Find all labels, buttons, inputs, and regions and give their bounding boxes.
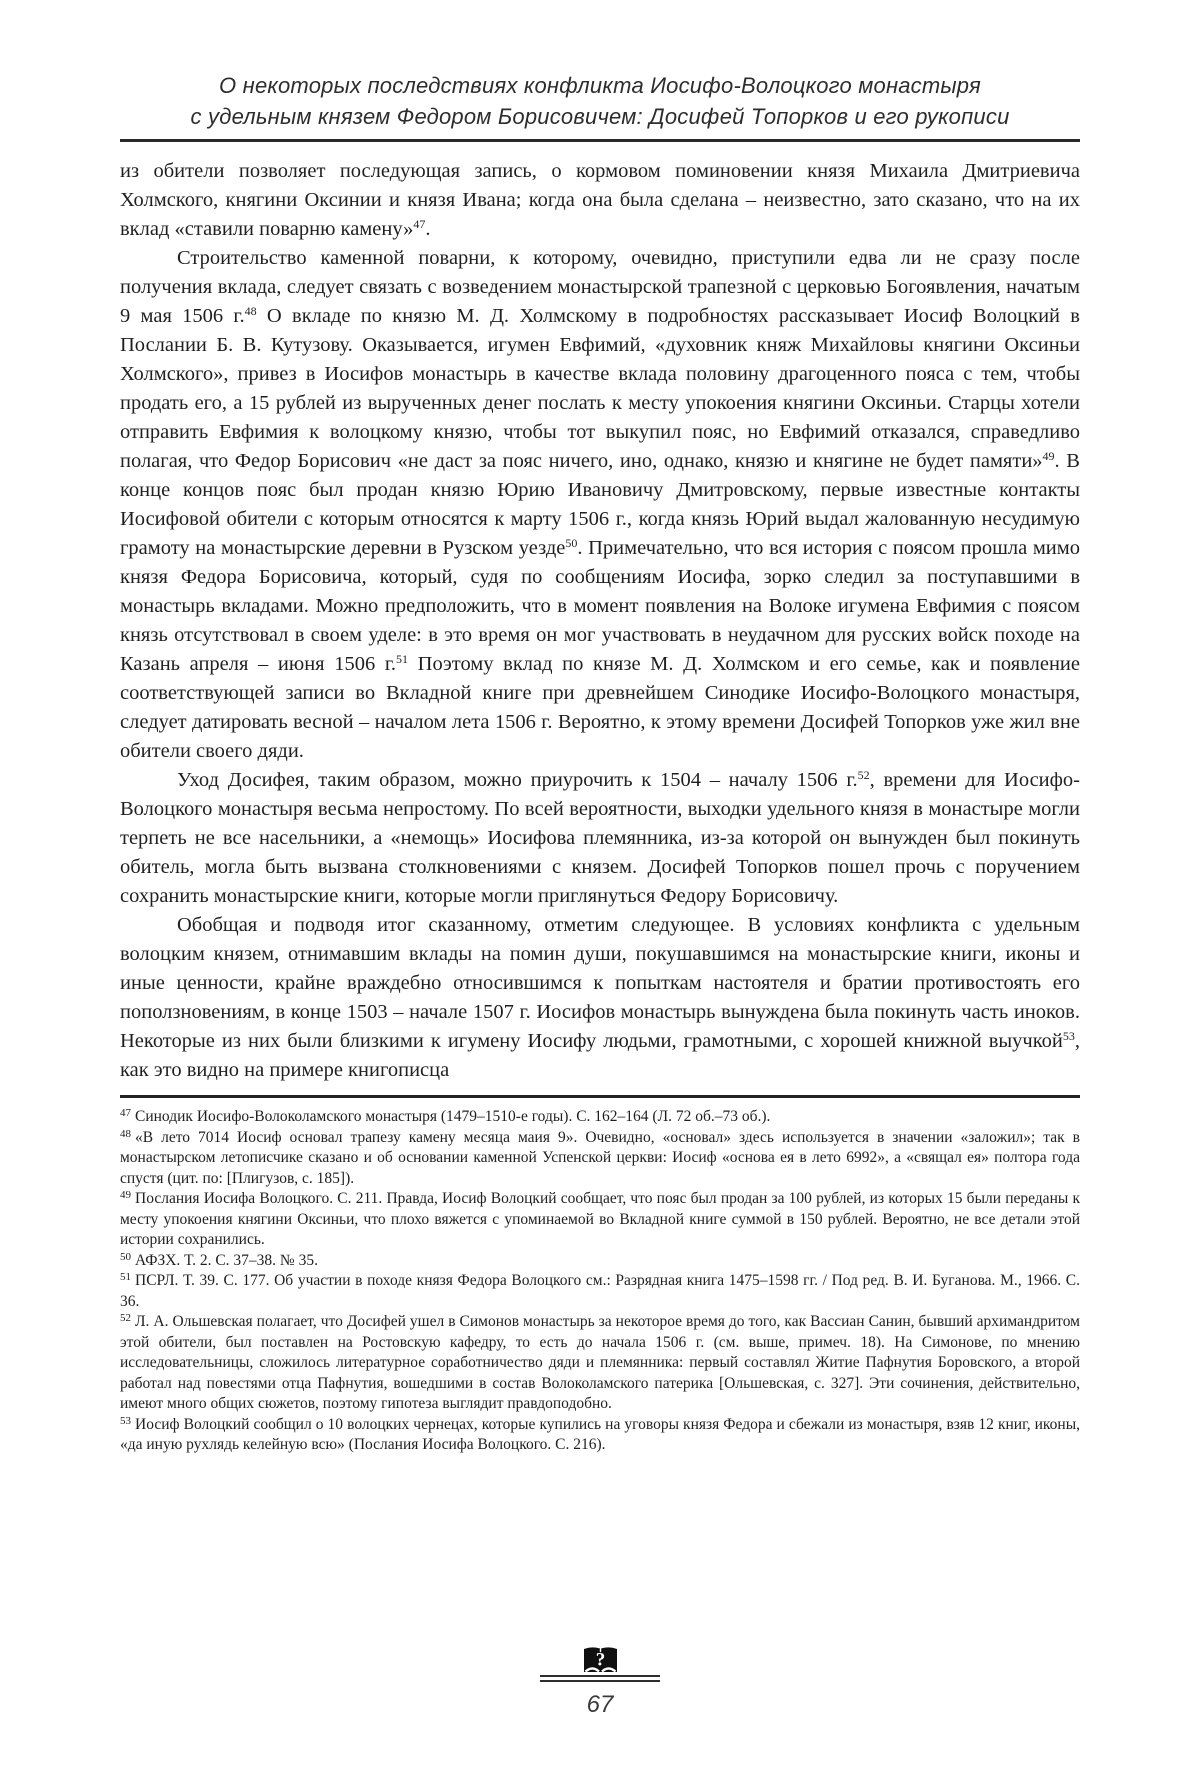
footnotes-separator bbox=[120, 1095, 1080, 1098]
footnote-number: 52 bbox=[120, 1312, 131, 1324]
open-book-question-icon bbox=[582, 1645, 619, 1675]
footnote: $^{48}$ «В лето 7014 Иосиф основал трапезу камену месяца маия 9». Очевидно, «основал» здесь используется в значении «заложил»; так в монастырском летописчике сказано и об основании каменной Успенской церкви: Иосиф «основа ея в лето 6992», а «свящал ея» полтора года спустя (цит. по: [Плигузов, с. 185]). bbox=[120, 1127, 1080, 1187]
footnote-ref: 53 bbox=[1062, 1029, 1075, 1043]
footnote: $^{47}$ Синодик Иосифо-Волоколамского монастыря (1479–1510-е годы). С. 162–164 (Л. 72 об.–73 об.). bbox=[120, 1107, 771, 1125]
footnote-number: 49 bbox=[120, 1189, 131, 1201]
footnote-ref: 48 bbox=[244, 304, 257, 318]
article-title-line1: О некоторых последствиях конфликта Иосифо-Волоцкого монастыря bbox=[219, 73, 981, 98]
footnote: $^{50}$ АФЗХ. Т. 2. С. 37–38. № 35. bbox=[120, 1250, 318, 1269]
body-paragraph: из обители позволяет последующая запись, о кормовом поминовении князя Михаила Дмитриевича Холмского, княгини Оксинии и князя Ивана; когда она была сделана – неизвестно, зато сказано, что на их вклад «ставили поварню камену»$^{47}$. bbox=[120, 160, 1080, 240]
header-rule bbox=[120, 139, 1080, 142]
running-head bbox=[120, 70, 1080, 132]
footnote-ref: 52 bbox=[857, 768, 870, 782]
document-page bbox=[0, 70, 1200, 1767]
footnote-number: 48 bbox=[120, 1127, 131, 1140]
footnote: $^{52}$ Л. А. Ольшевская полагает, что Досифей ушел в Симонов монастырь за некоторое время до того, как Вассиан Санин, бывший архимандритом этой обители, был поставлен на Ростовскую кафедру, то есть до начала 1506 г. (см. выше, примеч. 18). На Симонове, по мнению исследовательницы, сложилось литературное соработничество дяди и племянника: первый составлял Житие Пафнутия Боровского, а второй работал над повестями отца Пафнутия, вошедшими в состав Волоколамского патерика [Ольшевская, с. 327]. Эти сочинения, действительно, имеют много общих сюжетов, поэтому гипотеза выглядит правдоподобно. bbox=[120, 1312, 1080, 1412]
footnote-number: 51 bbox=[120, 1271, 131, 1283]
footnote-number: 50 bbox=[120, 1250, 131, 1263]
page-footer bbox=[0, 1645, 1200, 1719]
footnote-ref: 49 bbox=[1042, 449, 1055, 463]
body-paragraph: Уход Досифея, таким образом, можно приурочить к 1504 – началу 1506 г.$^{52}$, времени для Иосифо-Волоцкого монастыря весьма непростому. По всей вероятности, выходки удельного князя в монастыре могли терпеть не все насельники, а «немощь» Иосифова племянника, из-за которой он вынужден был покинуть обитель, могла быть вызвана столкновениями с князем. Досифей Топорков пошел прочь с поручением сохранить монастырские книги, которые могли приглянуться Федору Борисовичу. bbox=[120, 768, 1081, 907]
ornament-glyph: ? bbox=[595, 1649, 605, 1671]
footnote-ref: 50 bbox=[565, 536, 578, 550]
footnote-number: 47 bbox=[120, 1107, 131, 1119]
page-number: 67 bbox=[586, 1691, 614, 1718]
footnote: $^{53}$ Иосиф Волоцкий сообщил о 10 волоцких чернецах, которые купились на уговоры князя Федора и сбежали из монастыря, взяв 12 книг, иконы, «да иную рухлядь келейную всю» (Послания Иосифа Волоцкого. С. 216). bbox=[120, 1414, 1080, 1453]
body-paragraph: Обобщая и подводя итог сказанному, отметим следующее. В условиях конфликта с удельным волоцким князем, отнимавшим вклады на помин души, покушавшимся на монастырские книги, иконы и иные ценности, крайне враждебно относившимся к попыткам настоятеля и братии противостоять его поползновениям, в конце 1503 – начале 1507 г. Иосифов монастырь вынуждена была покинуть часть иноков. Некоторые из них были близкими к игумену Иосифу людьми, грамотными, с хорошей книжной выучкой$^{53}$, как это видно на примере книгописца bbox=[120, 914, 1080, 1081]
footnote-ref: 51 bbox=[396, 652, 409, 666]
footnote-number: 53 bbox=[120, 1414, 131, 1427]
body-text bbox=[120, 157, 1080, 1085]
article-title-line2: с удельным князем Федором Борисовичем: Досифей Топорков и его рукописи bbox=[190, 104, 1010, 129]
footnote: $^{49}$ Послания Иосифа Волоцкого. С. 211. Правда, Иосиф Волоцкий сообщает, что пояс был продан за 100 рублей, из которых 15 были переданы к месту упокоения княгини Оксиньи, что плохо вяжется с упоминаемой во Вкладной книге суммой в 150 рублей. Вероятно, не все детали этой истории сохранились. bbox=[120, 1189, 1080, 1248]
footnote-ref: 47 bbox=[413, 217, 426, 231]
footnotes-list bbox=[120, 1107, 1080, 1456]
footnote: $^{51}$ ПСРЛ. Т. 39. С. 177. Об участии в походе князя Федора Волоцкого см.: Разрядная книга 1475–1598 гг. / Под ред. В. И. Буганова. М., 1966. С. 36. bbox=[120, 1271, 1080, 1310]
footer-rule bbox=[540, 1675, 660, 1682]
body-paragraph: Строительство каменной поварни, к которому, очевидно, приступили едва ли не сразу после получения вклада, следует связать с возведением монастырской трапезной с церковью Богоявления, начатым 9 мая 1506 г.$^{48}$ О вкладе по князю М. Д. Холмскому в подробностях рассказывает Иосиф Волоцкий в Послании Б. В. Кутузову. Оказывается, игумен Евфимий, «духовник княж Михайловы княгини Оксиньи Холмского», привез в Иосифов монастырь в качестве вклада половину драгоценного пояса с тем, чтобы продать его, а 15 рублей из вырученных денег послать к месту упокоения княгини Оксиньи. Старцы хотели отправить Евфимия к волоцкому князю, чтобы тот выкупил пояс, но Евфимий отказался, справедливо полагая, что Федор Борисович «не даст за пояс ничего, ино, однако, князю и княгине не будет памяти»$^{49}$. В конце концов пояс был продан князю Юрию Ивановичу Дмитровскому, первые известные контакты Иосифовой обители с которым относятся к марту 1506 г., когда князь Юрий выдал жалованную несудимую грамоту на монастырские деревни в Рузском уезде$^{50}$. Примечательно, что вся история с поясом прошла мимо князя Федора Борисовича, который, судя по сообщениям Иосифа, зорко следил за поступавшими в монастырь вкладами. Можно предположить, что в момент появления на Волоке игумена Евфимия с поясом князь отсутствовал в своем уделе: в это время он мог участвовать в неудачном для русских войск походе на Казань апреля – июня 1506 г.$^{51}$ Поэтому вклад по князе М. Д. Холмском и его семье, как и появление соответствующей записи во Вкладной книге при древнейшем Синодике Иосифо-Волоцкого монастыря, следует датировать весной – началом лета 1506 г. Вероятно, к этому времени Досифей Топорков уже жил вне обители своего дяди. bbox=[120, 247, 1080, 762]
